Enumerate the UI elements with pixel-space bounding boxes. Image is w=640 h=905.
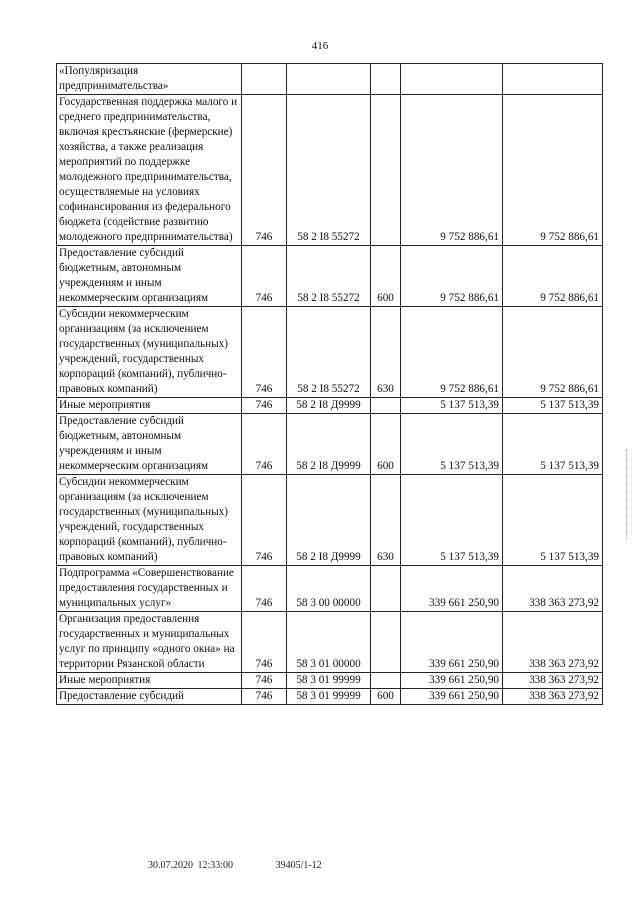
- row-amount-2-cell: 338 363 273,92: [503, 612, 603, 673]
- row-amount-1-cell: 339 661 250,90: [401, 566, 503, 612]
- row-target-article-cell: 58 2 I8 Д9999: [287, 398, 371, 414]
- row-expense-type-cell: [371, 398, 401, 414]
- row-amount-2-cell: 9 752 886,61: [503, 307, 603, 398]
- row-name-cell: Иные мероприятия: [57, 673, 242, 689]
- table-row: [57, 246, 603, 307]
- row-expense-type-cell: 600: [371, 414, 401, 475]
- row-amount-2-cell: 5 137 513,39: [503, 475, 603, 566]
- row-admin-code-cell: 746: [242, 689, 287, 705]
- row-admin-code-cell: [242, 64, 287, 95]
- row-target-article-cell: 58 2 I8 Д9999: [287, 475, 371, 566]
- row-amount-1-cell: 5 137 513,39: [401, 398, 503, 414]
- row-admin-code-cell: 746: [242, 475, 287, 566]
- row-amount-1-cell: 9 752 886,61: [401, 307, 503, 398]
- page-number: 416: [311, 40, 329, 52]
- footer-doc-code: 39405/1-12: [275, 860, 322, 871]
- table-row: [57, 64, 603, 95]
- row-target-article-cell: [287, 64, 371, 95]
- edge-scan-mark: [626, 450, 629, 540]
- row-admin-code-cell: 746: [242, 307, 287, 398]
- row-amount-2-cell: 9 752 886,61: [503, 95, 603, 246]
- footer: [148, 860, 360, 871]
- table-row: [57, 414, 603, 475]
- row-target-article-cell: 58 3 01 00000: [287, 612, 371, 673]
- row-amount-1-cell: 339 661 250,90: [401, 689, 503, 705]
- row-name-cell: Субсидии некоммерческим организациям (за исключением государственных (муниципальных) учреждений, государственных корпораций (компаний), публично-правовых компаний): [57, 307, 242, 398]
- row-name-cell: Предоставление субсидий бюджетным, автономным учреждениям и иным некоммерческим организациям: [57, 246, 242, 307]
- row-name-cell: «Популяризация предпринимательства»: [57, 64, 242, 95]
- row-admin-code-cell: 746: [242, 246, 287, 307]
- row-amount-2-cell: 338 363 273,92: [503, 566, 603, 612]
- row-name-cell: Организация предоставления государственных и муниципальных услуг по принципу «одного окна» на территории Рязанской области: [57, 612, 242, 673]
- row-target-article-cell: 58 2 I8 Д9999: [287, 414, 371, 475]
- table-row: [57, 307, 603, 398]
- row-amount-2-cell: 5 137 513,39: [503, 398, 603, 414]
- row-expense-type-cell: 600: [371, 246, 401, 307]
- table-row: [57, 475, 603, 566]
- row-target-article-cell: 58 3 00 00000: [287, 566, 371, 612]
- row-amount-2-cell: 338 363 273,92: [503, 673, 603, 689]
- budget-table: [56, 63, 603, 705]
- row-expense-type-cell: [371, 673, 401, 689]
- table-row: [57, 398, 603, 414]
- row-name-cell: Субсидии некоммерческим организациям (за исключением государственных (муниципальных) учреждений, государственных корпораций (компаний), публично-правовых компаний): [57, 475, 242, 566]
- row-admin-code-cell: 746: [242, 566, 287, 612]
- row-amount-2-cell: [503, 64, 603, 95]
- row-expense-type-cell: [371, 566, 401, 612]
- table-row: [57, 673, 603, 689]
- row-name-cell: Предоставление субсидий бюджетным, автономным учреждениям и иным некоммерческим организациям: [57, 414, 242, 475]
- row-target-article-cell: 58 3 01 99999: [287, 689, 371, 705]
- row-admin-code-cell: 746: [242, 673, 287, 689]
- row-admin-code-cell: 746: [242, 95, 287, 246]
- row-name-cell: Подпрограмма «Совершенствование предоставления государственных и муниципальных услуг»: [57, 566, 242, 612]
- row-amount-1-cell: [401, 64, 503, 95]
- row-expense-type-cell: [371, 95, 401, 246]
- table-row: [57, 95, 603, 246]
- row-amount-1-cell: 5 137 513,39: [401, 475, 503, 566]
- row-admin-code-cell: 746: [242, 612, 287, 673]
- row-expense-type-cell: 630: [371, 475, 401, 566]
- row-admin-code-cell: 746: [242, 414, 287, 475]
- row-target-article-cell: 58 3 01 99999: [287, 673, 371, 689]
- row-name-cell: Предоставление субсидий: [57, 689, 242, 705]
- table-row: [57, 566, 603, 612]
- row-amount-2-cell: 338 363 273,92: [503, 689, 603, 705]
- row-amount-1-cell: 339 661 250,90: [401, 612, 503, 673]
- row-amount-1-cell: 5 137 513,39: [401, 414, 503, 475]
- row-expense-type-cell: 630: [371, 307, 401, 398]
- row-target-article-cell: 58 2 I8 55272: [287, 246, 371, 307]
- footer-timestamp: 30.07.2020 12:33:00: [148, 860, 234, 871]
- row-admin-code-cell: 746: [242, 398, 287, 414]
- row-name-cell: Государственная поддержка малого и среднего предпринимательства, включая крестьянские (фермерские) хозяйства, а также реализация мероприятий по поддержке молодежного предпринимательства, осуществляемые на условиях софинансирования из федерального бюджета (содействие развитию молодежного предпринимательства): [57, 95, 242, 246]
- table-row: [57, 689, 603, 705]
- row-expense-type-cell: [371, 64, 401, 95]
- table-row: [57, 612, 603, 673]
- row-target-article-cell: 58 2 I8 55272: [287, 307, 371, 398]
- row-amount-1-cell: 9 752 886,61: [401, 246, 503, 307]
- row-expense-type-cell: 600: [371, 689, 401, 705]
- budget-table-body: [57, 64, 603, 705]
- row-amount-2-cell: 5 137 513,39: [503, 414, 603, 475]
- row-amount-2-cell: 9 752 886,61: [503, 246, 603, 307]
- row-amount-1-cell: 9 752 886,61: [401, 95, 503, 246]
- row-target-article-cell: 58 2 I8 55272: [287, 95, 371, 246]
- row-expense-type-cell: [371, 612, 401, 673]
- row-amount-1-cell: 339 661 250,90: [401, 673, 503, 689]
- row-name-cell: Иные мероприятия: [57, 398, 242, 414]
